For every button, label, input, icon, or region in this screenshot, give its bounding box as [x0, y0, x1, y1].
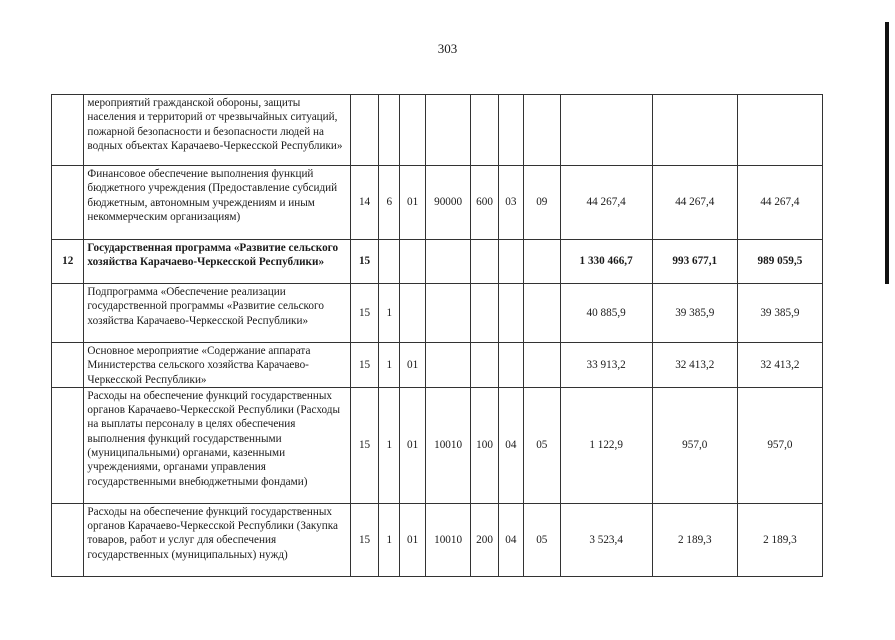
code-cell: 15	[350, 284, 378, 343]
code-cell	[524, 95, 560, 166]
code-cell: 14	[350, 166, 378, 240]
amount-cell	[560, 95, 652, 166]
row-name-cell: Расходы на обеспечение функций государственных органов Карачаево-Черкесской Республики (Закупка товаров, работ и услуг для обеспечения государственных (муниципальных) нужд)	[84, 503, 350, 576]
amount-cell: 39 385,9	[652, 284, 737, 343]
row-number-cell	[52, 95, 84, 166]
code-cell: 04	[498, 387, 523, 503]
code-cell	[498, 240, 523, 284]
row-name-cell: Государственная программа «Развитие сельского хозяйства Карачаево-Черкесской Республики»	[84, 240, 350, 284]
amount-cell	[737, 95, 822, 166]
budget-table	[51, 94, 823, 577]
amount-cell: 2 189,3	[737, 503, 822, 576]
amount-cell: 2 189,3	[652, 503, 737, 576]
code-cell	[400, 95, 425, 166]
amount-cell: 39 385,9	[737, 284, 822, 343]
row-number-cell: 12	[52, 240, 84, 284]
table-row	[52, 387, 823, 503]
code-cell: 10010	[425, 387, 471, 503]
code-cell	[498, 343, 523, 388]
code-cell	[425, 284, 471, 343]
code-cell: 05	[524, 387, 560, 503]
amount-cell: 32 413,2	[652, 343, 737, 388]
code-cell: 1	[379, 387, 400, 503]
table-row	[52, 503, 823, 576]
page-number: 303	[437, 41, 458, 56]
amount-cell: 1 122,9	[560, 387, 652, 503]
code-cell: 01	[400, 343, 425, 388]
code-cell: 01	[400, 166, 425, 240]
code-cell: 1	[379, 343, 400, 388]
code-cell: 90000	[425, 166, 471, 240]
code-cell	[524, 284, 560, 343]
table-row	[52, 343, 823, 388]
code-cell	[471, 240, 498, 284]
amount-cell: 993 677,1	[652, 240, 737, 284]
amount-cell: 44 267,4	[560, 166, 652, 240]
code-cell	[379, 240, 400, 284]
code-cell: 01	[400, 503, 425, 576]
code-cell: 15	[350, 503, 378, 576]
row-name-cell: Расходы на обеспечение функций государственных органов Карачаево-Черкесской Республики (Расходы на выплаты персоналу в целях обеспечения выполнения функций государственными (муниципальными) органами, казенными учреждениями, органами управления государственными внебюджетными фондами)	[84, 387, 350, 503]
row-name-cell: Подпрограмма «Обеспечение реализации государственной программы «Развитие сельского хозяйства Карачаево-Черкесской Республики»	[84, 284, 350, 343]
code-cell: 15	[350, 240, 378, 284]
code-cell: 1	[379, 284, 400, 343]
code-cell	[425, 95, 471, 166]
amount-cell: 957,0	[652, 387, 737, 503]
amount-cell: 44 267,4	[652, 166, 737, 240]
code-cell: 100	[471, 387, 498, 503]
code-cell	[425, 240, 471, 284]
row-number-cell	[52, 503, 84, 576]
amount-cell: 44 267,4	[737, 166, 822, 240]
code-cell: 6	[379, 166, 400, 240]
page-edge-mark	[885, 22, 889, 284]
code-cell: 200	[471, 503, 498, 576]
row-number-cell	[52, 284, 84, 343]
code-cell	[400, 284, 425, 343]
code-cell	[524, 240, 560, 284]
code-cell	[471, 284, 498, 343]
amount-cell: 3 523,4	[560, 503, 652, 576]
table-row	[52, 166, 823, 240]
table-row	[52, 284, 823, 343]
code-cell: 03	[498, 166, 523, 240]
amount-cell: 33 913,2	[560, 343, 652, 388]
row-name-cell: мероприятий гражданской обороны, защиты населения и территорий от чрезвычайных ситуаций, пожарной безопасности и безопасности людей на водных объектах Карачаево-Черкесской Республики»	[84, 95, 350, 166]
amount-cell: 957,0	[737, 387, 822, 503]
code-cell: 15	[350, 387, 378, 503]
amount-cell: 40 885,9	[560, 284, 652, 343]
code-cell: 01	[400, 387, 425, 503]
amount-cell: 989 059,5	[737, 240, 822, 284]
amount-cell: 1 330 466,7	[560, 240, 652, 284]
code-cell	[471, 95, 498, 166]
row-name-cell: Основное мероприятие «Содержание аппарата Министерства сельского хозяйства Карачаево-Черкесской Республики»	[84, 343, 350, 388]
row-name-cell: Финансовое обеспечение выполнения функций бюджетного учреждения (Предоставление субсидий бюджетным, автономным учреждениям и иным некоммерческим организациям)	[84, 166, 350, 240]
table-row	[52, 240, 823, 284]
code-cell	[498, 284, 523, 343]
amount-cell	[652, 95, 737, 166]
row-number-cell	[52, 166, 84, 240]
code-cell: 10010	[425, 503, 471, 576]
code-cell	[425, 343, 471, 388]
code-cell: 15	[350, 343, 378, 388]
code-cell: 04	[498, 503, 523, 576]
code-cell	[524, 343, 560, 388]
code-cell	[379, 95, 400, 166]
code-cell	[471, 343, 498, 388]
row-number-cell	[52, 387, 84, 503]
code-cell: 600	[471, 166, 498, 240]
table-row	[52, 95, 823, 166]
code-cell	[400, 240, 425, 284]
code-cell: 1	[379, 503, 400, 576]
row-number-cell	[52, 343, 84, 388]
code-cell: 05	[524, 503, 560, 576]
code-cell	[350, 95, 378, 166]
amount-cell: 32 413,2	[737, 343, 822, 388]
code-cell: 09	[524, 166, 560, 240]
code-cell	[498, 95, 523, 166]
